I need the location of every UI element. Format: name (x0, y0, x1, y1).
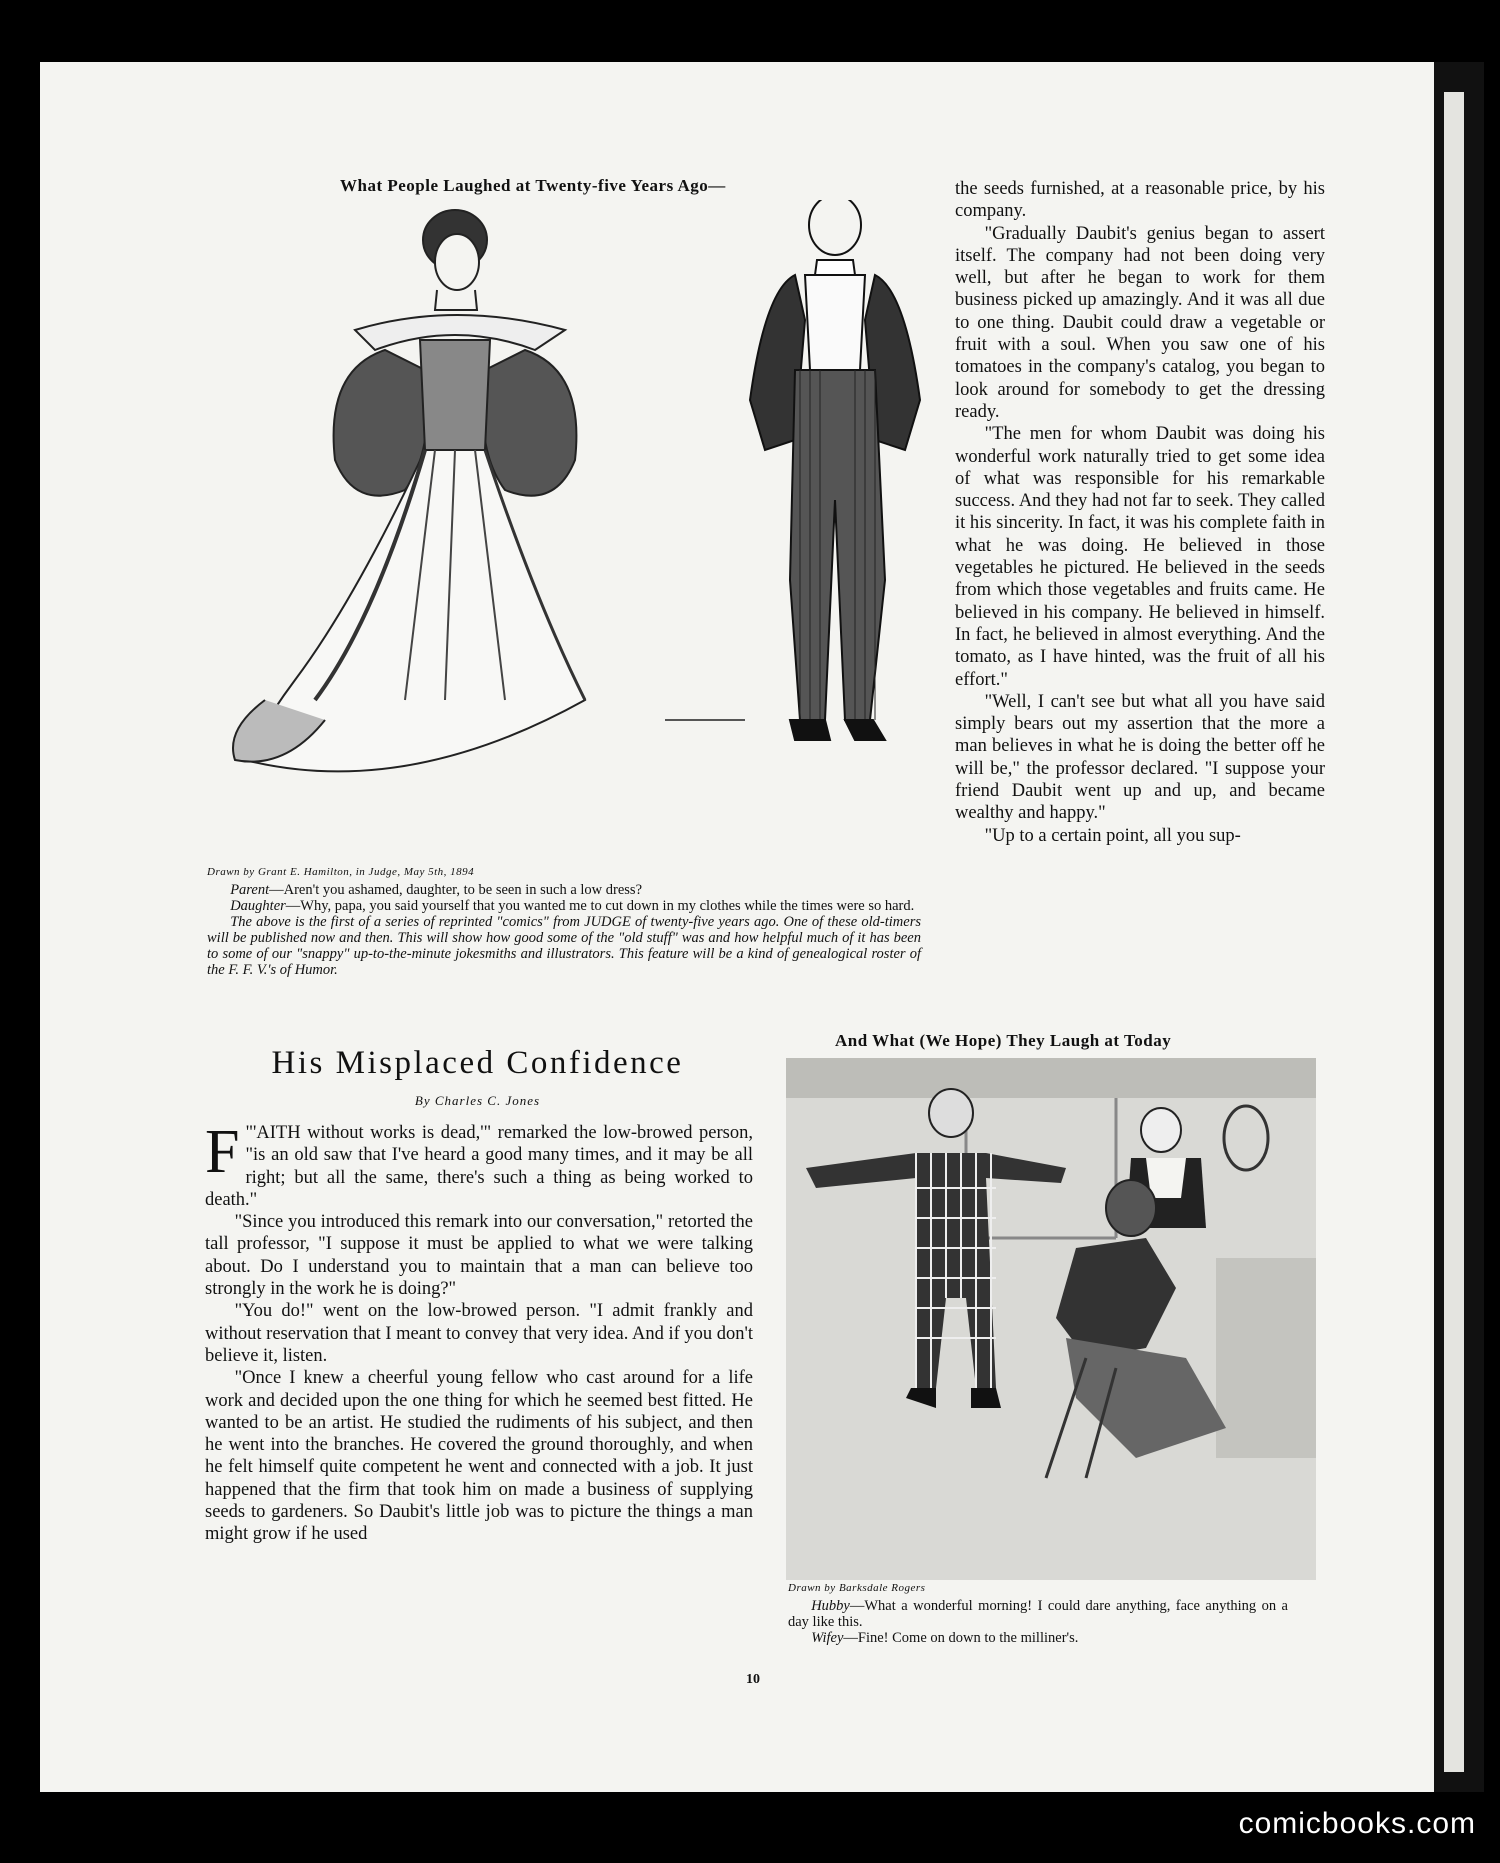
daughter-line: —Why, papa, you said yourself that you wanted me to cut down in my clothes while the times were so hard. (285, 898, 915, 914)
hubby-speaker: Hubby (811, 1598, 850, 1614)
right-column-text (955, 178, 1325, 847)
wifey-dialog-line (788, 1630, 1288, 1646)
old-comic-illustration (205, 200, 945, 845)
story-title: His Misplaced Confidence (271, 1045, 684, 1081)
new-comic-credit: Drawn by Barksdale Rogers (788, 1582, 926, 1594)
right-paragraph: the seeds furnished, at a reasonable price, by his company. (955, 179, 1325, 222)
story-paragraph: "Once I knew a cheerful young fellow who cast around for a life work and decided upon the one thing for which he seemed best fitted. He wanted to be an artist. He studied the rudiments of his subject, and then he went into the branches. He covered the ground thoroughly, and when he felt himself quite competent he went and connected with a job. It just happened that the firm that took him on made a business of supplying seeds to gardeners. So Daubit's little job was to picture the things a man might grow if he used (205, 1368, 753, 1545)
wifey-speaker: Wifey (811, 1630, 844, 1646)
right-paragraph: "Up to a certain point, all you sup- (984, 825, 1241, 846)
parent-speaker: Parent (230, 882, 270, 898)
old-comic-credit: Drawn by Grant E. Hamilton, in Judge, May 5th, 1894 (207, 866, 475, 878)
story-paragraph: "Since you introduced this remark into our conversation," retorted the tall professor, "I suppose it must be applied to what we were talking about. Do I understand you to maintain that a man can believe too strongly in the work he is doing?" (205, 1212, 753, 1300)
next-page-edge (1434, 62, 1484, 1792)
right-paragraph: "Well, I can't see but what all you have said simply bears out my assertion that the more a man believes in what he is doing the better off he will be," the professor declared. "I suppose your friend Daubit went up and up, and became wealthy and happy." (955, 691, 1325, 824)
parent-line: —Aren't you ashamed, daughter, to be seen in such a low dress? (269, 882, 643, 898)
new-comic-illustration (786, 1058, 1316, 1580)
opening-quote: "' (245, 1123, 257, 1143)
old-comic-dialog (207, 882, 921, 978)
new-comic-dialog (788, 1598, 1288, 1646)
right-paragraph: "The men for whom Daubit was doing his wonderful work naturally tried to get some idea of what was responsible for his remarkable success. And they had not far to seek. They called it his sincerity. In fact, it was his complete faith in what he was doing. He believed in those vegetables he pictured. He believed in the seeds from which those vegetables and fruits came. He believed in his company. He believed in himself. In fact, he believed in almost everything. And the tomato, as I have hinted, was the fruit of all his effort." (955, 424, 1325, 690)
daughter-dialog-line (207, 898, 921, 914)
series-note: The above is the first of a series of reprinted "comics" from JUDGE of twenty-five years ago. One of these old-timers will be published now and then. This will show how good some of the "old stuff" was and how helpful much of it has been to some of our "snappy" up-to-the-minute jokesmiths and illustrators. This feature will be a kind of genealogical roster of the F. F. V.'s of Humor. (207, 914, 921, 978)
right-paragraph: "Gradually Daubit's genius began to assert itself. The company had not been doing very well, but after he began to work for them business picked up amazingly. And it was all due to one thing. Daubit could draw a vegetable or fruit with a soul. When you saw one of his tomatoes in the company's catalog, you began to look around for somebody to get the dressing ready. (955, 223, 1325, 422)
story-body (205, 1118, 753, 1546)
new-comic-header: And What (We Hope) They Laugh at Today (835, 1031, 1172, 1050)
wifey-line: —Fine! Come on down to the milliner's. (843, 1630, 1079, 1646)
story-first-paragraph (205, 1118, 753, 1211)
first-paragraph-text: AITH without works is dead,'" remarked the low-browed person, "is an old saw that I've heard a good many times, and it may be all right; but all the same, there's such a thing as being worked to death." (205, 1123, 753, 1210)
story-paragraph: "You do!" went on the low-browed person. "I admit frankly and without reservation that I meant to convey that very idea. And if you don't believe it, listen. (205, 1301, 753, 1366)
story-byline: By Charles C. Jones (414, 1093, 541, 1108)
watermark: comicbooks.com (1238, 1807, 1476, 1840)
man-figure (750, 200, 920, 740)
hubby-line: —What a wonderful morning! I could dare anything, face anything on a day like this. (788, 1598, 1288, 1630)
daughter-speaker: Daughter (230, 898, 286, 914)
hubby-dialog-line (788, 1598, 1288, 1630)
drop-cap: F (205, 1118, 240, 1186)
page-number: 10 (746, 1672, 760, 1687)
parent-dialog-line (207, 882, 921, 898)
top-header: What People Laughed at Twenty-five Years Ago— (340, 176, 726, 195)
woman-figure (233, 210, 585, 771)
